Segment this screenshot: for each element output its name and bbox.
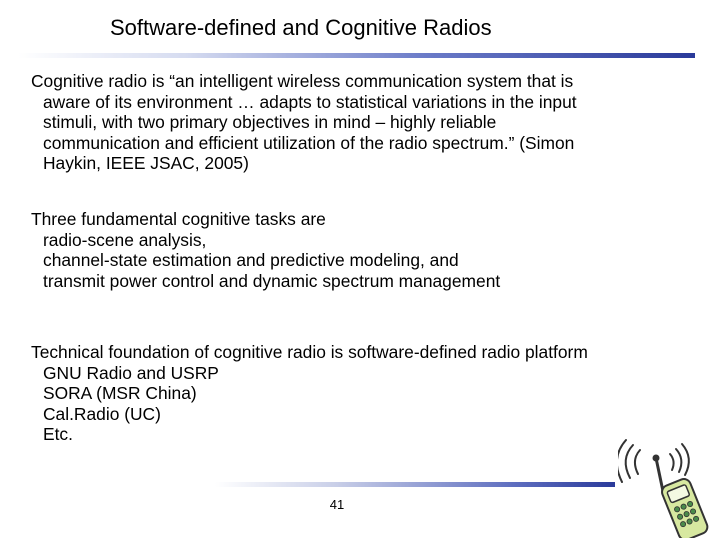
list-item: transmit power control and dynamic spectrum management [43, 270, 501, 291]
list-item: radio-scene analysis, [43, 229, 207, 250]
list-item: Etc. [43, 424, 73, 444]
footer-divider [215, 482, 615, 487]
page-number: 41 [329, 497, 345, 512]
body-line: aware of its environment … adapts to statistical variations in the input [43, 91, 577, 112]
body-line: Cognitive radio is “an intelligent wireless communication system that is [31, 71, 574, 91]
title-divider [18, 53, 695, 58]
cognitive-tasks [31, 209, 500, 291]
section-heading: Three fundamental cognitive tasks are [31, 209, 326, 229]
body-line: Haykin, IEEE JSAC, 2005) [43, 153, 249, 173]
list-item: Cal.Radio (UC) [43, 403, 161, 424]
slide-title: Software-defined and Cognitive Radios [110, 15, 492, 40]
technical-foundation [31, 342, 588, 445]
list-item: SORA (MSR China) [43, 383, 197, 403]
cognitive-radio-definition [31, 71, 577, 174]
body-line: communication and efficient utilization of the radio spectrum.” (Simon [43, 132, 575, 153]
list-item: GNU Radio and USRP [43, 362, 219, 383]
section-heading: Technical foundation of cognitive radio is software-defined radio platform [31, 342, 588, 362]
body-line: stimuli, with two primary objectives in mind – highly reliable [43, 112, 497, 132]
list-item: channel-state estimation and predictive modeling, and [43, 250, 459, 270]
walkie-talkie-icon [618, 432, 718, 538]
